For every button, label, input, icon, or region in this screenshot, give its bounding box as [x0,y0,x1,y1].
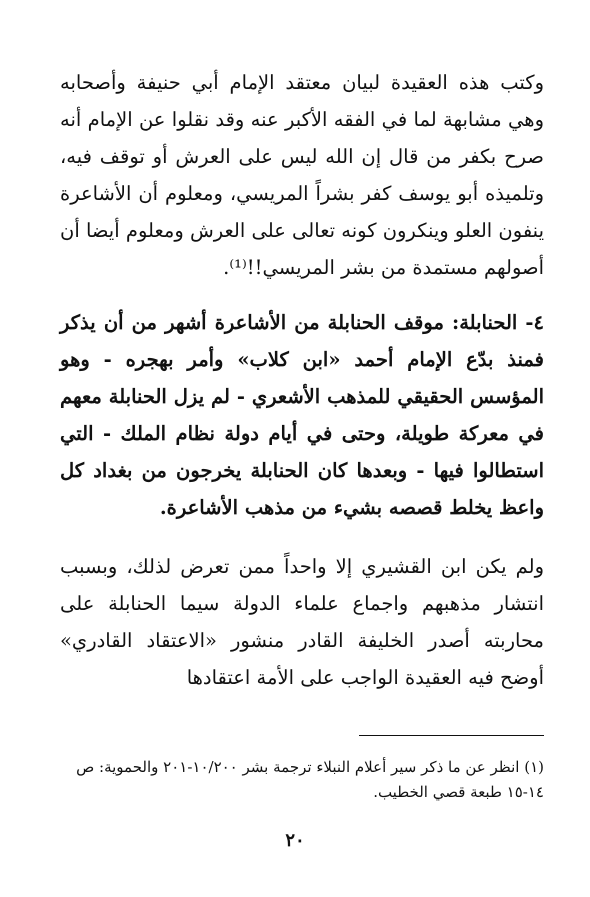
paragraph-qushayri: ولم يكن ابن القشيري إلا واحداً ممن تعرض لذلك، وبسبب انتشار مذهبهم واجماع علماء الدولة سيما الحنابلة على محاربته أصدر الخليفة القادر منشور «الاعتقاد القادري» أوضح فيه العقيدة الواجب على الأمة اعتقادها [60,555,544,689]
page-number: ٢٠ [285,830,305,851]
footnote-1: (١) انظر عن ما ذكر سير أعلام النبلاء ترجمة بشر ١٠/٢٠٠-٢٠١ والحموية: ص ١٤-١٥ طبعة قصي الخطيب. [76,758,544,801]
main-text [60,64,544,696]
footnotes [50,755,544,805]
footnote-divider [359,735,544,736]
paragraph-abu-hanifa: وكتب هذه العقيدة لبيان معتقد الإمام أبي حنيفة وأصحابه وهي مشابهة لما في الفقه الأكبر عنه وقد نقلوا عن الإمام أنه صرح بكفر من قال إن الله ليس على العرش أو توقف فيه، وتلميذه أبو يوسف كفر بشراً المريسي، ومعلوم أن الأشاعرة ينفون العلو وينكرون كونه تعالى على العرش ومعلوم أيضا أن أصولهم مستمدة من بشر المريسي!!⁽¹⁾. [60,71,544,279]
paragraph-hanabila: ٤- الحنابلة: موقف الحنابلة من الأشاعرة أشهر من أن يذكر فمنذ بدّع الإمام أحمد «ابن كلاب» وأمر بهجره - وهو المؤسس الحقيقي للمذهب الأشعري - لم يزل الحنابلة معهم في معركة طويلة، وحتى في أيام دولة نظام الملك - التي استطالوا فيها - وبعدها كان الحنابلة يخرجون من بغداد كل واعظ يخلط قصصه بشيء من مذهب الأشاعرة. [60,311,544,519]
